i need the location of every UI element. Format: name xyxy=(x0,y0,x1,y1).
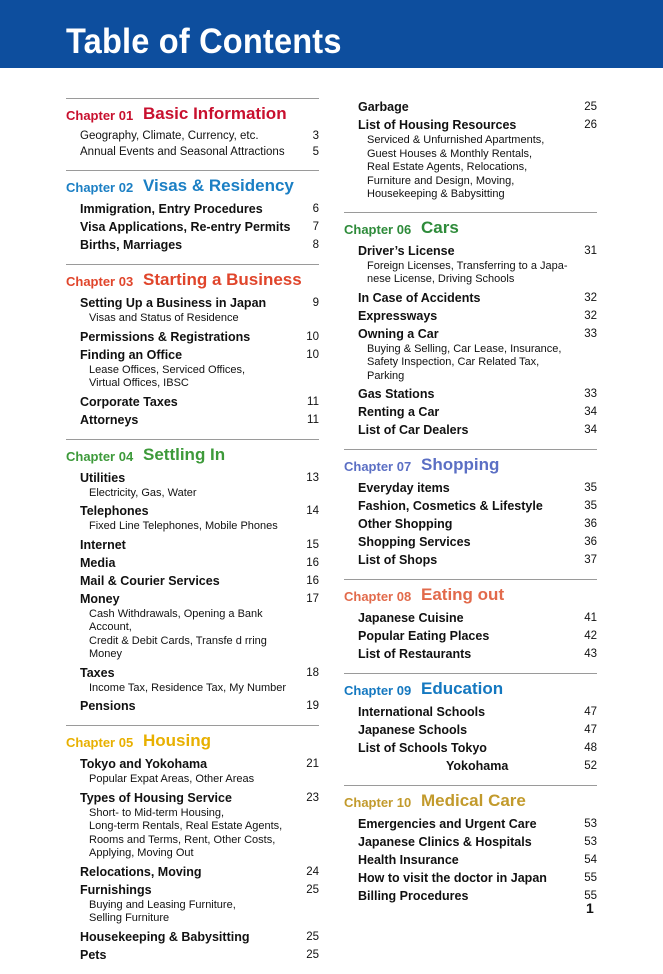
toc-entry[interactable] xyxy=(344,721,597,739)
chapter-section xyxy=(66,264,319,429)
chapter-section xyxy=(66,725,319,964)
toc-entry[interactable] xyxy=(344,869,597,887)
chapter-title: Eating out xyxy=(421,585,505,604)
chapter-section xyxy=(344,673,597,775)
toc-entry-subtopics: Popular Expat Areas, Other Areas xyxy=(89,773,255,785)
toc-entry-title: Shopping Services xyxy=(358,535,471,549)
toc-entry-title: Driver’s License xyxy=(358,243,455,258)
chapter-heading xyxy=(344,789,597,815)
toc-entry-page: 32 xyxy=(584,309,597,322)
chapter-title: Education xyxy=(421,679,504,698)
chapter-number: Chapter 01 xyxy=(66,108,134,123)
toc-entry-title: Expressways xyxy=(358,308,438,323)
toc-entry-title: How to visit the doctor in Japan xyxy=(358,871,547,885)
toc-entry-page: 52 xyxy=(584,760,597,772)
toc-entry-title: Telephones xyxy=(80,504,149,518)
toc-entry-title: List of Schools Tokyo xyxy=(358,741,487,755)
toc-entry[interactable] xyxy=(66,946,319,964)
toc-entry-title: Emergencies and Urgent Care xyxy=(358,817,537,831)
toc-entry-title: Other Shopping xyxy=(358,517,453,531)
toc-entry[interactable] xyxy=(344,609,597,627)
toc-entry-subtopics: Serviced & Unfurnished Apartments, Guest Houses & Monthly Rentals, Real Estate Agents, Relocations, Furniture and Design, Moving, Housekeeping & Babysitting xyxy=(367,134,545,200)
toc-entry[interactable] xyxy=(66,697,319,715)
toc-entry-page: 33 xyxy=(584,327,597,340)
toc-entry-title: Geography, Climate, Currency, etc. xyxy=(80,130,259,142)
toc-entry-page: 25 xyxy=(306,930,319,943)
chapter-number: Chapter 06 xyxy=(344,221,412,237)
toc-entry-title: Relocations, Moving xyxy=(80,864,202,879)
toc-entry-page: 42 xyxy=(584,630,597,642)
toc-entry-page: 3 xyxy=(312,130,319,142)
toc-entry[interactable] xyxy=(344,757,597,775)
toc-entry-page: 8 xyxy=(312,239,319,251)
toc-entry-page: 11 xyxy=(307,413,319,426)
toc-entry-title: Corporate Taxes xyxy=(80,394,178,409)
toc-entry-title: Permissions & Registrations xyxy=(80,329,251,344)
toc-entry-title: Popular Eating Places xyxy=(358,629,490,643)
toc-entry-title: Fashion, Cosmetics & Lifestyle xyxy=(358,499,543,513)
chapter-heading xyxy=(66,729,319,755)
toc-entry[interactable] xyxy=(66,294,319,326)
toc-entry[interactable] xyxy=(344,98,597,116)
toc-entry-title: Mail & Courier Services xyxy=(80,573,220,588)
toc-entry[interactable] xyxy=(66,469,319,501)
toc-entry-title: Types of Housing Service xyxy=(80,790,232,805)
chapter-section xyxy=(344,98,597,202)
toc-entry[interactable] xyxy=(344,833,597,851)
toc-entry-page: 26 xyxy=(584,119,597,131)
toc-entry[interactable] xyxy=(344,421,597,439)
chapter-section xyxy=(344,449,597,569)
chapter-heading xyxy=(344,453,597,479)
toc-entry-subtopics: Cash Withdrawals, Opening a Bank Account, Credit & Debit Cards, Transfe d rring Money xyxy=(89,607,267,660)
toc-entry-title: Setting Up a Business in Japan xyxy=(80,296,267,310)
toc-entry-title: Billing Procedures xyxy=(358,889,469,903)
toc-entry-subtopics: Fixed Line Telephones, Mobile Phones xyxy=(89,520,278,532)
toc-entry-page: 19 xyxy=(306,700,319,712)
toc-entry-page: 54 xyxy=(584,854,597,866)
chapter-number: Chapter 05 xyxy=(66,735,134,750)
chapter-heading xyxy=(344,583,597,609)
chapter-section xyxy=(344,579,597,663)
toc-entry[interactable] xyxy=(66,144,319,160)
toc-entry-title: Yokohama xyxy=(446,759,509,773)
toc-left-column xyxy=(66,98,319,974)
toc-entry-title: List of Shops xyxy=(358,553,438,567)
toc-entry-page: 23 xyxy=(306,791,319,804)
toc-entry-title: Housekeeping & Babysitting xyxy=(80,929,250,944)
toc-entry-page: 6 xyxy=(312,203,319,215)
chapter-heading xyxy=(66,268,319,294)
toc-entry-title: Internet xyxy=(80,537,126,552)
toc-entry-page: 35 xyxy=(584,482,597,494)
toc-entry-page: 13 xyxy=(306,471,319,484)
toc-entry-page: 9 xyxy=(312,297,319,309)
toc-entry[interactable] xyxy=(344,739,597,757)
toc-entry-subtopics: Visas and Status of Residence xyxy=(89,312,239,324)
toc-entry-subtopics: Lease Offices, Serviced Offices, Virtual Offices, IBSC xyxy=(89,363,246,389)
toc-entry-subtopics: Income Tax, Residence Tax, My Number xyxy=(89,681,287,694)
chapter-heading xyxy=(344,677,597,703)
toc-entry-title: Tokyo and Yokohama xyxy=(80,757,208,771)
toc-entry-page: 5 xyxy=(312,146,319,158)
chapter-number: Chapter 02 xyxy=(66,180,134,195)
toc-entry-page: 31 xyxy=(584,244,597,257)
toc-right-column xyxy=(344,98,597,915)
toc-entry-title: Taxes xyxy=(80,665,115,680)
toc-entry-page: 17 xyxy=(306,592,319,605)
toc-entry[interactable] xyxy=(66,328,319,346)
chapter-title: Visas & Residency xyxy=(143,176,294,195)
toc-entry-page: 11 xyxy=(307,395,319,408)
chapter-number: Chapter 07 xyxy=(344,459,412,474)
chapter-heading xyxy=(344,216,597,242)
chapter-number: Chapter 03 xyxy=(66,274,134,289)
chapter-heading xyxy=(66,174,319,200)
toc-entry-page: 53 xyxy=(584,818,597,830)
toc-entry[interactable] xyxy=(344,645,597,663)
toc-entry-title: Utilities xyxy=(80,470,126,485)
toc-entry[interactable] xyxy=(66,218,319,236)
toc-entry-page: 7 xyxy=(312,221,319,233)
chapter-number: Chapter 09 xyxy=(344,683,412,698)
toc-entry[interactable] xyxy=(66,236,319,254)
page-title: Table of Contents xyxy=(66,22,342,61)
toc-entry[interactable] xyxy=(344,325,597,384)
toc-entry-title: Renting a Car xyxy=(358,405,440,419)
toc-entry-title: Pensions xyxy=(80,699,136,713)
toc-entry[interactable] xyxy=(66,789,319,861)
chapter-section xyxy=(66,170,319,254)
toc-entry-title: Media xyxy=(80,555,116,570)
toc-entry[interactable] xyxy=(66,128,319,144)
toc-entry[interactable] xyxy=(66,200,319,218)
toc-entry[interactable] xyxy=(344,851,597,869)
toc-entry-page: 47 xyxy=(584,724,597,736)
toc-entry-title: International Schools xyxy=(358,705,486,719)
toc-entry-subtopics: Buying and Leasing Furniture, Selling Furniture xyxy=(89,898,236,924)
chapter-section xyxy=(344,785,597,905)
chapter-title: Settling In xyxy=(143,444,226,464)
toc-entry[interactable] xyxy=(66,393,319,411)
toc-entry-title: Annual Events and Seasonal Attractions xyxy=(80,146,285,158)
toc-entry-title: Gas Stations xyxy=(358,387,435,401)
toc-entry[interactable] xyxy=(344,533,597,551)
toc-entry-page: 25 xyxy=(306,883,319,896)
toc-entry[interactable] xyxy=(344,479,597,497)
toc-entry-title: In Case of Accidents xyxy=(358,290,481,305)
toc-entry-subtopics: Short- to Mid-term Housing, Long-term Rentals, Real Estate Agents, Rooms and Terms, Rent, Other Costs, Applying, Moving Out xyxy=(89,806,283,859)
toc-entry[interactable] xyxy=(66,755,319,787)
chapter-title: Shopping xyxy=(421,455,500,474)
toc-entry[interactable] xyxy=(344,116,597,202)
toc-entry-page: 34 xyxy=(584,406,597,418)
toc-entry[interactable] xyxy=(66,554,319,572)
toc-entry[interactable] xyxy=(66,863,319,881)
toc-entry[interactable] xyxy=(344,242,597,287)
toc-entry[interactable] xyxy=(66,928,319,946)
toc-entry-title: Health Insurance xyxy=(358,853,459,867)
toc-entry-page: 33 xyxy=(584,388,597,400)
toc-entry[interactable] xyxy=(344,289,597,307)
toc-entry[interactable] xyxy=(344,551,597,569)
page-number: 1 xyxy=(586,900,594,916)
toc-entry-page: 16 xyxy=(306,574,319,587)
chapter-title: Medical Care xyxy=(421,791,526,810)
toc-entry-page: 55 xyxy=(584,890,597,902)
chapter-heading xyxy=(66,443,319,469)
chapter-title: Starting a Business xyxy=(143,270,302,289)
toc-entry-subtopics: Foreign Licenses, Transferring to a Japa- nese License, Driving Schools xyxy=(367,259,568,285)
toc-entry-title: Money xyxy=(80,591,120,606)
toc-entry-subtopics: Electricity, Gas, Water xyxy=(89,486,197,499)
toc-entry-title: Japanese Cuisine xyxy=(358,611,464,625)
chapter-section xyxy=(66,98,319,160)
toc-entry-page: 35 xyxy=(584,500,597,512)
toc-entry[interactable] xyxy=(66,502,319,534)
toc-entry-title: Visa Applications, Re-entry Permits xyxy=(80,220,291,234)
toc-entry-page: 14 xyxy=(306,505,319,517)
toc-entry-title: Everyday items xyxy=(358,481,450,495)
chapter-number: Chapter 08 xyxy=(344,589,412,604)
toc-entry-page: 25 xyxy=(584,101,597,113)
toc-entry-page: 25 xyxy=(306,948,319,961)
chapter-number: Chapter 04 xyxy=(66,448,134,464)
toc-entry-page: 10 xyxy=(306,330,319,343)
toc-entry-title: Owning a Car xyxy=(358,326,439,341)
toc-entry-page: 36 xyxy=(584,518,597,530)
toc-entry[interactable] xyxy=(344,815,597,833)
toc-entry[interactable] xyxy=(344,627,597,645)
toc-entry-page: 32 xyxy=(584,291,597,304)
toc-entry-title: Japanese Clinics & Hospitals xyxy=(358,835,532,849)
toc-entry-title: List of Housing Resources xyxy=(358,118,517,132)
toc-entry[interactable] xyxy=(344,515,597,533)
toc-entry-title: Births, Marriages xyxy=(80,238,183,252)
toc-entry[interactable] xyxy=(66,664,319,696)
toc-entry[interactable] xyxy=(344,497,597,515)
toc-entry-title: List of Car Dealers xyxy=(358,423,469,437)
toc-entry-page: 36 xyxy=(584,536,597,548)
toc-entry-page: 15 xyxy=(306,538,319,551)
toc-entry[interactable] xyxy=(344,703,597,721)
toc-entry-page: 24 xyxy=(306,865,319,878)
toc-entry-title: Japanese Schools xyxy=(358,723,468,737)
toc-entry[interactable] xyxy=(66,590,319,662)
toc-entry-title: Finding an Office xyxy=(80,347,183,362)
toc-entry-title: Attorneys xyxy=(80,412,139,427)
toc-entry-page: 48 xyxy=(584,742,597,754)
toc-entry-page: 21 xyxy=(306,758,319,770)
toc-entry[interactable] xyxy=(66,346,319,391)
toc-entry-page: 55 xyxy=(584,872,597,884)
toc-entry-page: 34 xyxy=(584,424,597,436)
toc-entry-page: 43 xyxy=(584,648,597,660)
chapter-title: Cars xyxy=(421,217,459,237)
toc-entry[interactable] xyxy=(344,307,597,325)
chapter-number: Chapter 10 xyxy=(344,795,412,810)
toc-entry-page: 10 xyxy=(306,348,319,361)
toc-entry-subtopics: Buying & Selling, Car Lease, Insurance, Safety Inspection, Car Related Tax, Parking xyxy=(367,342,562,382)
toc-entry[interactable] xyxy=(66,411,319,429)
toc-entry[interactable] xyxy=(344,403,597,421)
toc-entry[interactable] xyxy=(344,385,597,403)
chapter-title: Housing xyxy=(143,731,211,750)
toc-entry-title: List of Restaurants xyxy=(358,647,472,661)
toc-entry-title: Pets xyxy=(80,947,107,962)
toc-entry-page: 53 xyxy=(584,836,597,848)
toc-entry[interactable] xyxy=(344,887,597,905)
chapter-heading xyxy=(66,102,319,128)
chapter-section xyxy=(66,439,319,716)
toc-entry-page: 47 xyxy=(584,706,597,718)
toc-entry-page: 18 xyxy=(306,666,319,679)
toc-entry[interactable] xyxy=(66,572,319,590)
chapter-section xyxy=(344,212,597,440)
toc-entry-title: Garbage xyxy=(358,100,409,114)
toc-entry-title: Immigration, Entry Procedures xyxy=(80,202,263,216)
toc-entry-page: 37 xyxy=(584,554,597,566)
chapter-title: Basic Information xyxy=(143,104,287,123)
title-banner xyxy=(0,0,663,68)
toc-entry-title: Furnishings xyxy=(80,882,152,897)
toc-entry[interactable] xyxy=(66,881,319,926)
toc-entry-page: 16 xyxy=(306,556,319,569)
toc-entry-page: 41 xyxy=(584,612,597,624)
toc-entry[interactable] xyxy=(66,536,319,554)
